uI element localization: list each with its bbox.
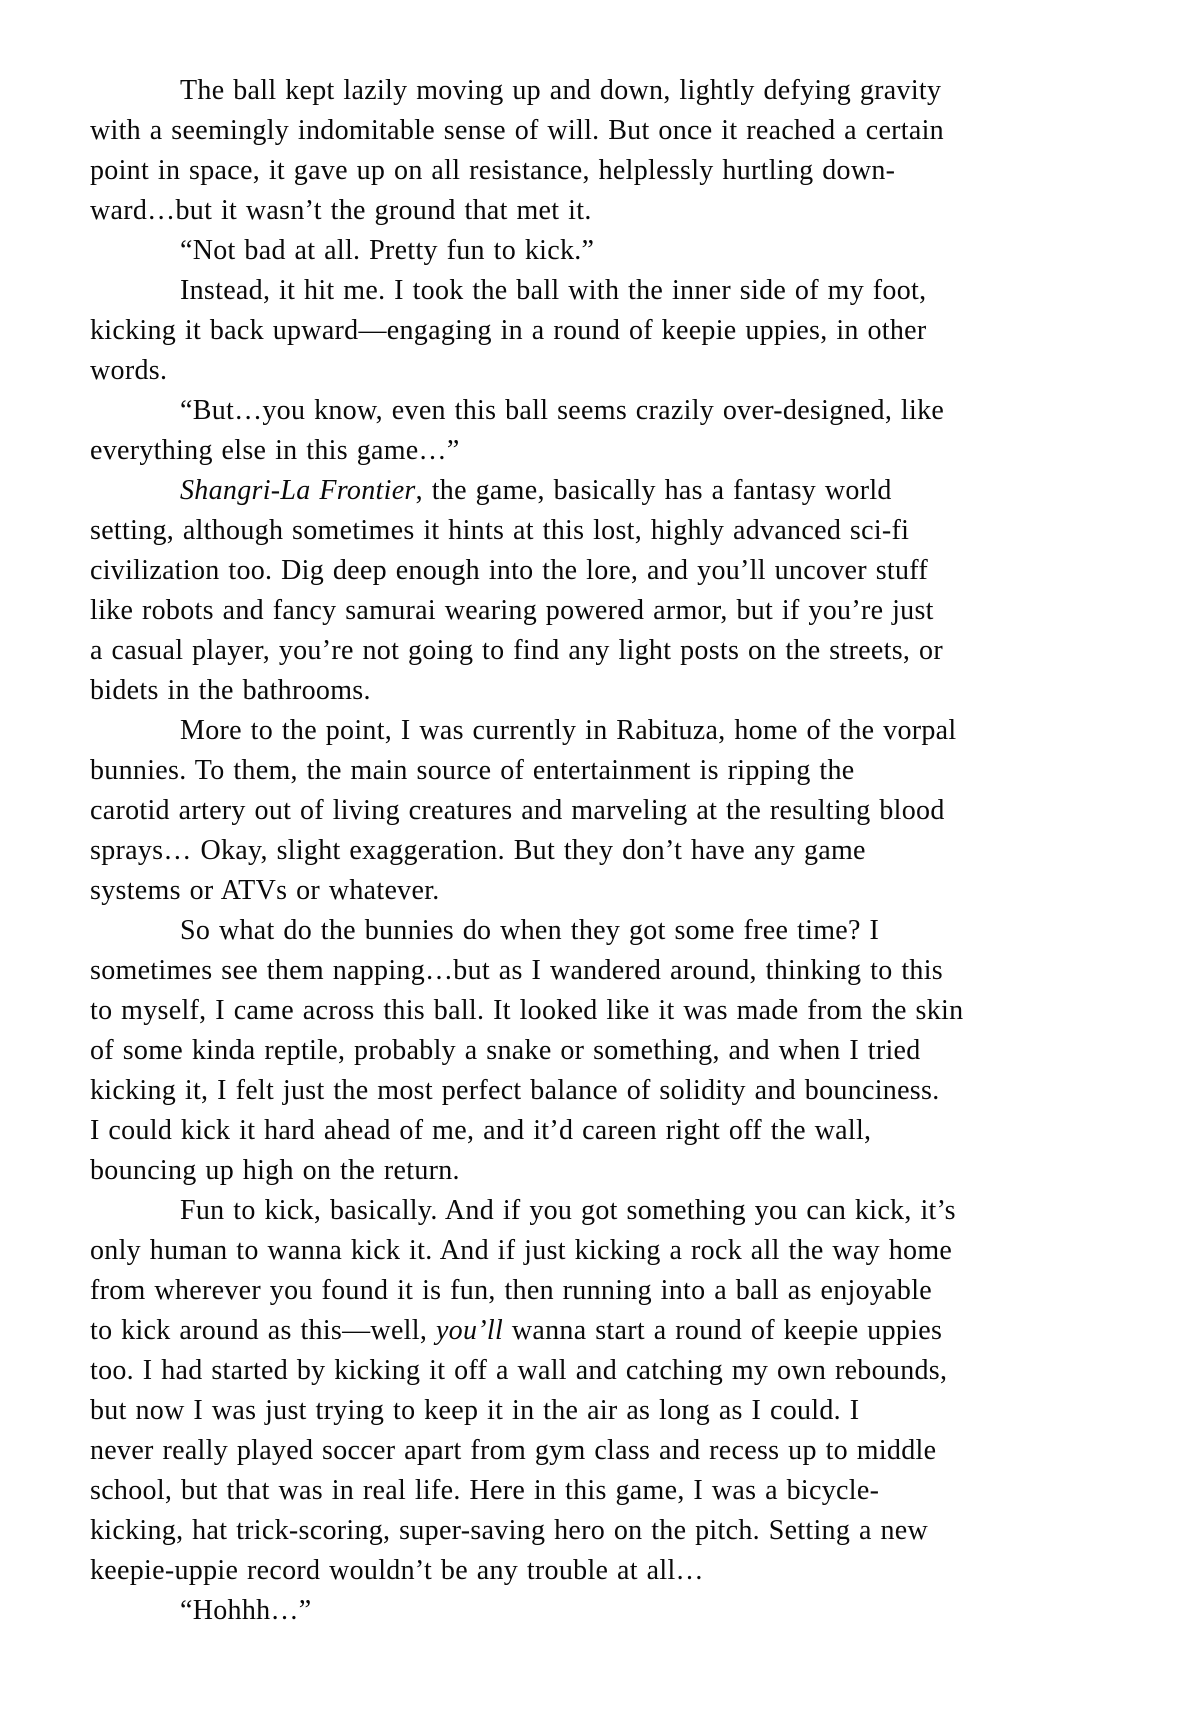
text-segment: never really played soccer apart from gym class and recess up to middle [90,1435,937,1466]
text-segment: kicking it back upward—engaging in a round of keepie uppies, in other [90,315,927,346]
text-segment: kicking it, I felt just the most perfect balance of solidity and bounciness. [90,1075,940,1106]
text-segment: too. I had started by kicking it off a wall and catching my own rebounds, [90,1355,948,1386]
text-line [90,1231,1090,1271]
text-segment: of some kinda reptile, probably a snake or something, and when I tried [90,1035,921,1066]
text-line [90,271,1090,311]
text-line [90,471,1090,511]
text-line [90,1351,1090,1391]
page-text [90,71,1090,1631]
text-segment: words. [90,355,168,386]
text-segment: Instead, it hit me. I took the ball with the inner side of my foot, [180,275,927,306]
text-segment: carotid artery out of living creatures and marveling at the resulting blood [90,795,945,826]
text-line [90,1391,1090,1431]
text-line [90,631,1090,671]
text-segment: but now I was just trying to keep it in the air as long as I could. I [90,1395,860,1426]
text-segment: ward…but it wasn’t the ground that met it. [90,195,592,226]
text-segment: sometimes see them napping…but as I wandered around, thinking to this [90,955,943,986]
text-line [90,311,1090,351]
italic-text: you’ll [435,1315,504,1346]
text-line [90,591,1090,631]
text-segment: school, but that was in real life. Here in this game, I was a bicycle- [90,1475,880,1506]
text-segment: point in space, it gave up on all resistance, helplessly hurtling down- [90,155,896,186]
text-line [90,191,1090,231]
text-line [90,111,1090,151]
text-segment: bouncing up high on the return. [90,1155,460,1186]
text-line [90,151,1090,191]
text-line [90,1151,1090,1191]
text-segment: only human to wanna kick it. And if just kicking a rock all the way home [90,1235,953,1266]
text-line [90,671,1090,711]
text-line [90,1431,1090,1471]
text-segment: So what do the bunnies do when they got some free time? I [180,915,880,946]
text-segment: bunnies. To them, the main source of entertainment is ripping the [90,755,855,786]
text-line [90,511,1090,551]
text-segment: wanna start a round of keepie uppies [503,1315,943,1346]
text-line [90,951,1090,991]
text-segment: a casual player, you’re not going to find any light posts on the streets, or [90,635,943,666]
text-line [90,1271,1090,1311]
text-line [90,1111,1090,1151]
text-line [90,751,1090,791]
text-segment: from wherever you found it is fun, then running into a ball as enjoyable [90,1275,933,1306]
text-line [90,991,1090,1031]
text-segment: keepie-uppie record wouldn’t be any trouble at all… [90,1555,704,1586]
text-segment: everything else in this game…” [90,435,460,466]
text-line [90,911,1090,951]
text-line [90,1191,1090,1231]
text-segment: “But…you know, even this ball seems crazily over-designed, like [180,395,945,426]
text-segment: bidets in the bathrooms. [90,675,371,706]
text-line [90,1471,1090,1511]
text-line [90,551,1090,591]
text-line [90,391,1090,431]
text-segment: Fun to kick, basically. And if you got something you can kick, it’s [180,1195,956,1226]
text-line [90,1591,1090,1631]
text-segment: setting, although sometimes it hints at this lost, highly advanced sci-fi [90,515,910,546]
text-line [90,431,1090,471]
text-line [90,1511,1090,1551]
text-line [90,1031,1090,1071]
italic-text: Shangri-La Frontier [180,475,416,506]
text-segment: sprays… Okay, slight exaggeration. But they don’t have any game [90,835,866,866]
text-line [90,831,1090,871]
text-segment: systems or ATVs or whatever. [90,875,440,906]
text-segment: “Hohhh…” [180,1595,312,1626]
text-segment: with a seemingly indomitable sense of will. But once it reached a certain [90,115,944,146]
text-line [90,711,1090,751]
text-segment: like robots and fancy samurai wearing powered armor, but if you’re just [90,595,934,626]
text-segment: to kick around as this—well, [90,1315,436,1346]
text-line [90,1551,1090,1591]
text-segment: to myself, I came across this ball. It looked like it was made from the skin [90,995,964,1026]
text-line [90,351,1090,391]
text-line [90,791,1090,831]
text-segment: The ball kept lazily moving up and down, lightly defying gravity [180,75,942,106]
text-line [90,871,1090,911]
text-line [90,71,1090,111]
text-segment: I could kick it hard ahead of me, and it’d careen right off the wall, [90,1115,872,1146]
text-line [90,231,1090,271]
text-segment: , the game, basically has a fantasy world [415,475,892,506]
text-line [90,1071,1090,1111]
text-segment: civilization too. Dig deep enough into the lore, and you’ll uncover stuff [90,555,929,586]
text-segment: kicking, hat trick-scoring, super-saving hero on the pitch. Setting a new [90,1515,929,1546]
text-segment: “Not bad at all. Pretty fun to kick.” [180,235,595,266]
text-line [90,1311,1090,1351]
text-segment: More to the point, I was currently in Rabituza, home of the vorpal [180,715,957,746]
